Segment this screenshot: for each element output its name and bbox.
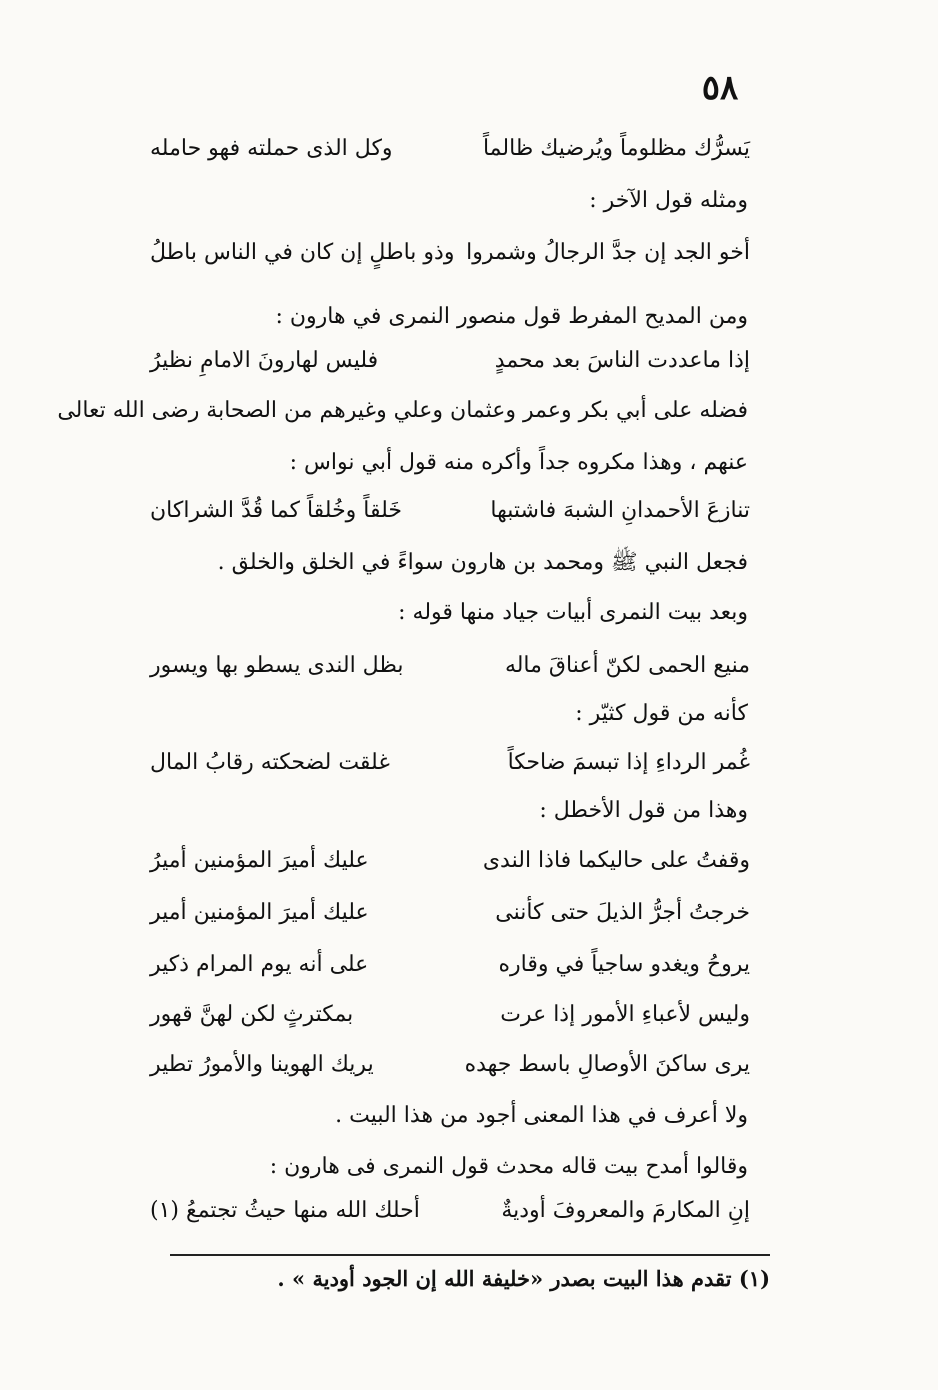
verse-second-hemistich: عليك أميرَ المؤمنين أمير [150,900,369,925]
prose-line: فجعل النبي ﷺ ومحمد بن هارون سواءً في الخلق والخلق . [217,550,748,575]
verse-first-hemistich: أخو الجد إن جدَّ الرجالُ وشمروا [466,240,750,265]
page-number: ٥٨ [701,68,739,108]
verse-first-hemistich: وقفتُ على حاليكما فاذا الندى [482,848,750,873]
verse-second-hemistich: أحلك الله منها حيثُ تجتمعُ (١) [150,1198,420,1223]
verse-line [150,1054,750,1076]
verse-first-hemistich: إذا ماعددت الناسَ بعد محمدٍ [494,348,750,373]
footnote: (١) تقدم هذا البيت بصدر «خليفة الله إن الجود أودية » . [277,1266,770,1291]
verse-line [150,655,750,677]
verse-first-hemistich: تنازعَ الأحمدانِ الشبهَ فاشتبها [490,498,750,523]
verse-first-hemistich: خرجتُ أجرُّ الذيلَ حتى كأننى [495,900,750,925]
verse-line [150,902,750,924]
verse-line [150,500,750,522]
verse-second-hemistich: فليس لهارونَ الامامِ نظيرُ [150,348,379,373]
prose-line: كأنه من قول كثيّر : [575,701,748,726]
verse-line [150,752,750,774]
verse-second-hemistich: وذو باطلٍ إن كان في الناس باطلُ [150,240,455,265]
verse-second-hemistich: غلقت لضحكته رقابُ المال [150,750,390,775]
verse-first-hemistich: يرى ساكنَ الأوصالِ باسط جهده [464,1052,750,1077]
verse-line [150,850,750,872]
verse-second-hemistich: عليك أميرَ المؤمنين أميرُ [150,848,369,873]
verse-first-hemistich: منيع الحمى لكنّ أعناقَ ماله [504,653,750,678]
verse-second-hemistich: بمكترثٍ لكن لهنَّ قهور [150,1002,354,1027]
prose-line: عنهم ، وهذا مكروه جداً وأكره منه قول أبي نواس : [289,450,748,475]
verse-first-hemistich: يَسرُّك مظلوماً ويُرضيك ظالماً [482,136,750,161]
prose-line: وهذا من قول الأخطل : [539,798,748,823]
prose-line: وقالوا أمدح بيت قاله محدث قول النمرى فى هارون : [269,1154,748,1179]
footnote-divider [170,1254,770,1256]
verse-line [150,1200,750,1222]
verse-line [150,242,750,264]
prose-line: وبعد بيت النمرى أبيات جياد منها قوله : [398,600,748,625]
prose-line: ومن المديح المفرط قول منصور النمرى في هارون : [275,304,748,329]
prose-line: ولا أعرف في هذا المعنى أجود من هذا البيت . [335,1103,748,1128]
verse-first-hemistich: غُمر الرداءِ إذا تبسمَ ضاحكاً [507,750,750,775]
verse-second-hemistich: وكل الذى حملته فهو حامله [150,136,393,161]
verse-second-hemistich: على أنه يوم المرام ذكير [150,952,369,977]
prose-line: فضله على أبي بكر وعمر وعثمان وعلي وغيرهم من الصحابة رضى الله تعالى [57,398,748,423]
verse-first-hemistich: إنِ المكارمَ والمعروفَ أوديةٌ [501,1198,750,1223]
verse-second-hemistich: بظل الندى يسطو بها ويسور [150,653,404,678]
verse-line [150,954,750,976]
prose-line: ومثله قول الآخر : [589,188,748,213]
verse-line [150,1004,750,1026]
verse-first-hemistich: وليس لأعباءِ الأمور إذا عرت [500,1002,750,1027]
verse-second-hemistich: خَلقاً وخُلقاً كما قُدَّ الشراكان [150,498,403,523]
verse-second-hemistich: يريك الهوينا والأمورُ تطير [150,1052,374,1077]
verse-line [150,138,750,160]
verse-line [150,350,750,372]
verse-first-hemistich: يروحُ ويغدو ساجياً في وقاره [498,952,750,977]
